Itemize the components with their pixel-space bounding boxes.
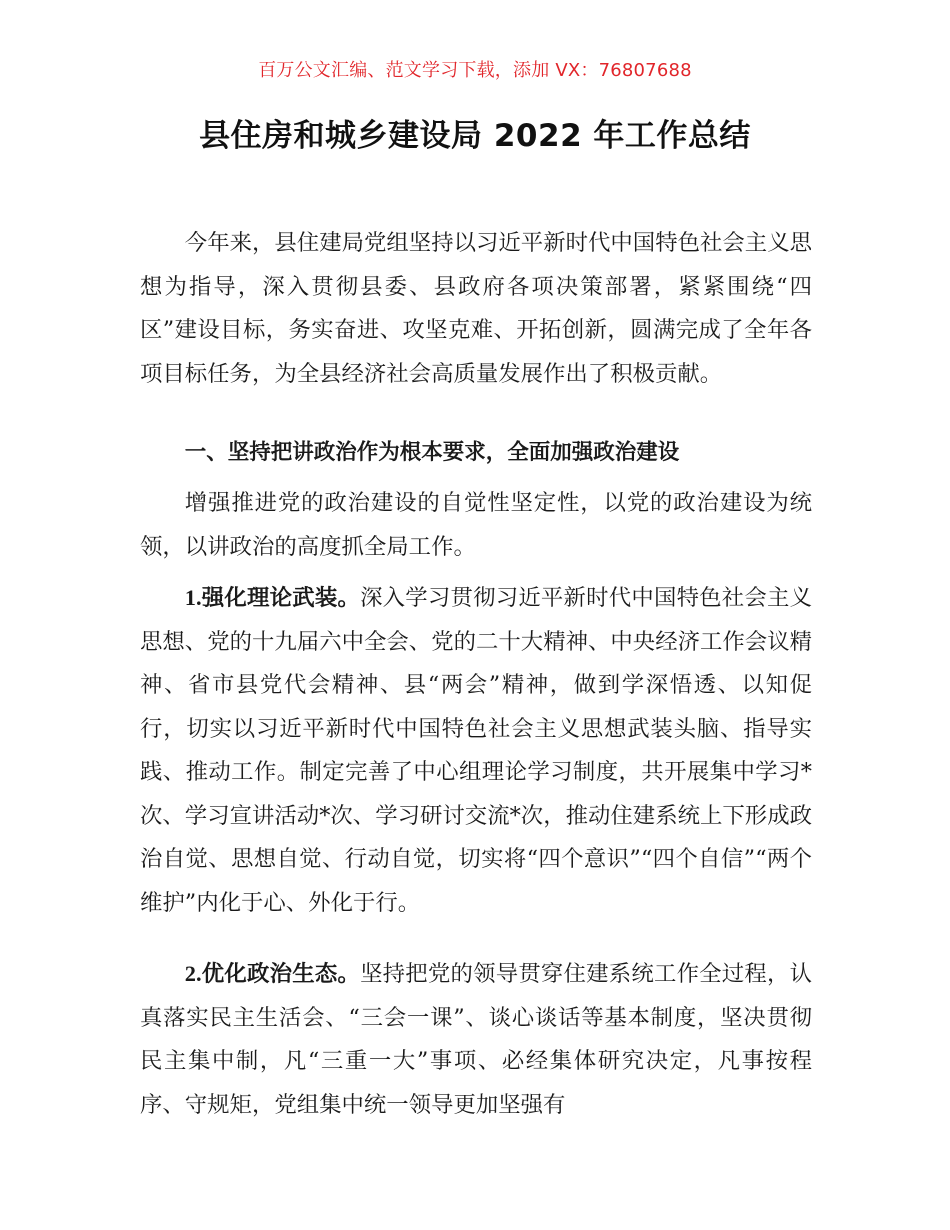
item-1-paragraph (140, 576, 812, 925)
item-2-paragraph (140, 952, 812, 1127)
item-2-lead: 2.优化政治生态。 (184, 961, 361, 986)
item-2-text: 坚持把党的领导贯穿住建系统工作全过程，认真落实民主生活会、“三会一课”、谈心谈话等基本制度，坚决贯彻民主集中制，凡“三重一大”事项、必经集体研究决定，凡事按程序、守规矩，党组集中统一领导更加坚强有 (140, 961, 812, 1118)
section-1 (140, 431, 812, 475)
watermark-banner: 百万公文汇编、范文学习下载，添加 VX：76807688 (258, 60, 692, 81)
intro-paragraph: 今年来，县住建局党组坚持以习近平新时代中国特色社会主义思想为指导，深入贯彻县委、县政府各项决策部署，紧紧围绕“四区”建设目标，务实奋进、攻坚克难、开拓创新，圆满完成了全年各项目标任务，为全县经济社会高质量发展作出了积极贡献。 (140, 230, 812, 387)
document-title: 县住房和城乡建设局 2022 年工作总结 (199, 118, 751, 154)
item-1 (140, 576, 812, 925)
section-heading-1: 一、坚持把讲政治作为根本要求，全面加强政治建设 (184, 440, 680, 465)
item-1-lead: 1.强化理论武装。 (184, 585, 361, 610)
section-1-intro (140, 482, 812, 569)
section-1-intro-paragraph: 增强推进党的政治建设的自觉性坚定性，以党的政治建设为统领，以讲政治的高度抓全局工作。 (140, 490, 812, 560)
item-1-text: 深入学习贯彻习近平新时代中国特色社会主义思想、党的十九届六中全会、党的二十大精神、中央经济工作会议精神、省市县党代会精神、县“两会”精神，做到学深悟透、以知促行，切实以习近平新时代中国特色社会主义思想武装头脑、指导实践、推动工作。制定完善了中心组理论学习制度，共开展集中学习*次、学习宣讲活动*次、学习研讨交流*次，推动住建系统上下形成政治自觉、思想自觉、行动自觉，切实将“四个意识”“四个自信”“两个维护”内化于心、外化于行。 (140, 585, 812, 916)
document-body (140, 222, 812, 396)
item-2 (140, 952, 812, 1127)
